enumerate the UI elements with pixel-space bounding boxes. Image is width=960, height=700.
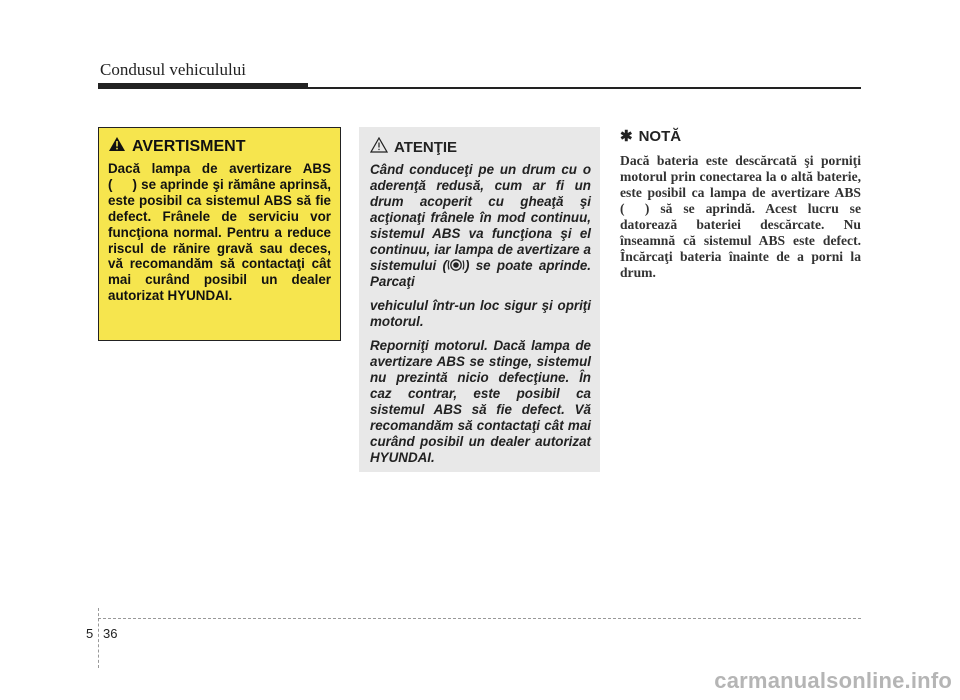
page-header-title: Condusul vehiculului: [100, 60, 246, 79]
footer-rule: [98, 618, 861, 619]
caution-paragraph-1: Când conduceţi pe un drum cu o aderenţă redusă, cum ar fi un drum acoperit cu gheaţă şi acţionaţi frânele în mod continuu, sistemul ABS va funcţiona şi el continuu, iar lampa de avertizare a sistemului ( ) se poate aprinde. Parcaţi: [370, 162, 591, 289]
page-number: 36: [103, 626, 118, 641]
footer-divider: [98, 608, 99, 668]
watermark: carmanualsonline.info: [714, 668, 952, 693]
note-star-icon: ✱: [620, 128, 633, 145]
warning-triangle-icon: [108, 136, 126, 157]
warning-box: [98, 127, 341, 341]
caution-paragraph-2: vehiculul într-un loc sigur şi opriţi motorul.: [370, 298, 591, 329]
caution-box: [359, 127, 600, 472]
header-rule: [98, 83, 861, 89]
caution-title: ATENŢIE: [394, 139, 458, 156]
note-section: [620, 127, 861, 281]
caution-paragraph-3: Reporniţi motorul. Dacă lampa de avertizare ABS se stinge, sistemul nu prezintă nicio defecţiune. În caz contrar, este posibil ca sistemul ABS să fie defect. Vă recomandăm să contactaţi cât mai curând posibil un dealer autorizat HYUNDAI.: [370, 338, 591, 465]
warning-title: AVERTISMENT: [132, 137, 246, 155]
note-title: NOTĂ: [638, 127, 682, 145]
warning-text: Dacă lampa de avertizare ABS ( ) se aprinde şi rămâne aprinsă, este posibil ca sistemul ABS să fie defect. Frânele de serviciu vor funcţiona normal. Pentru a reduce riscul de rănire gravă sau deces, vă recomandăm să contactaţi cât mai curând posibil un dealer autorizat HYUNDAI.: [108, 161, 331, 304]
abs-warning-light-icon: [447, 258, 465, 272]
note-text: Dacă bateria este descărcată şi porniţi motorul prin conectarea la o altă baterie, este posibil ca lampa de avertizare ABS ( ) să se aprindă. Acest lucru se datorează bateriei descărcate. Nu înseamnă că sistemul ABS este defect. Încărcaţi bateria înainte de a porni la drum.: [620, 153, 861, 280]
page-section-number: 5: [86, 626, 94, 641]
caution-triangle-icon: [370, 137, 388, 158]
